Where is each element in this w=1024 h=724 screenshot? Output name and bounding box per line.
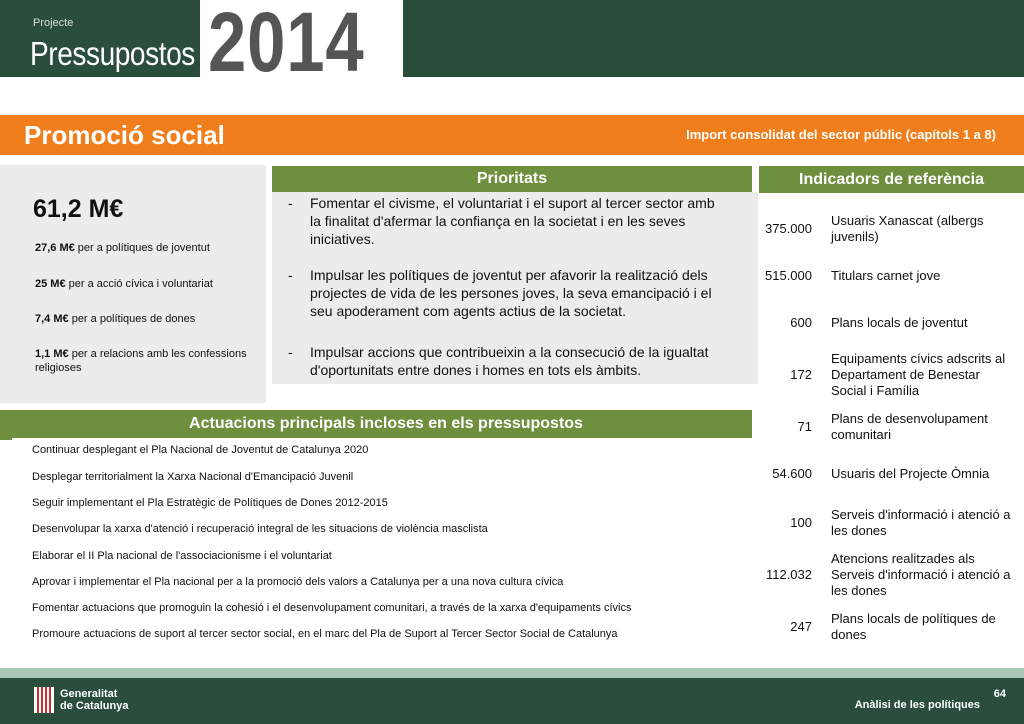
budget-total: 61,2 M€ [33,195,124,223]
indicators-heading: Indicadors de referència [759,166,1024,193]
budget-text: per a relacions amb les confessions religioses [35,348,247,374]
budget-line [35,312,250,326]
indicator-value: 375.000 [765,221,812,236]
actions-heading-accent [0,438,12,440]
priorities-heading: Prioritats [272,166,752,192]
org-line-1: Generalitat [60,688,118,700]
footer-strip [0,668,1024,678]
action-item: Promoure actuacions de suport al tercer sector social, en el marc del Pla de Suport al Tercer Sector Social de Catalunya [32,628,618,640]
header-title: Pressupostos [30,35,195,72]
priority-text: Impulsar accions que contribueixin a la consecució de la igualtat d'oportunitats entre dones i homes en tots els àmbits. [310,344,709,378]
org-line-2: de Catalunya [60,700,129,712]
priority-text: Impulsar les polítiques de joventut per afavorir la realització dels projectes de vida de les persones joves, la seva emancipació i el seu apoderament com agents actius de la societat. [310,267,712,319]
budget-line [35,241,250,255]
year-box [200,0,403,89]
indicator-label: Atencions realitzades als Serveis d'informació i atenció a les dones [831,551,1011,598]
section-title-bar [0,115,1024,155]
bullet-dash: - [288,344,293,360]
indicator-value: 100 [790,515,812,530]
indicator-label: Plans de desenvolupament comunitari [831,411,988,442]
indicator-value: 54.600 [772,466,812,481]
priorities-panel [272,192,758,384]
indicator-value: 247 [790,619,812,634]
actions-heading: Actuacions principals incloses en els pressupostos [0,410,752,438]
indicator-value: 600 [790,315,812,330]
section-subtitle: Import consolidat del sector públic (capítols 1 a 8) [686,127,996,142]
action-item: Elaborar el II Pla nacional de l'associacionisme i el voluntariat [32,550,332,562]
indicator-label: Usuaris Xanascat (albergs juvenils) [831,213,984,244]
budget-panel [0,165,266,403]
budget-line [35,347,250,375]
section-title: Promoció social [24,120,225,150]
indicator-label: Equipaments cívics adscrits al Departament de Benestar Social i Família [831,351,1006,398]
budget-line [35,277,250,291]
indicator-value: 515.000 [765,268,812,283]
bullet-dash: - [288,267,293,283]
priority-item [288,266,728,320]
indicator-value: 172 [790,367,812,382]
action-item: Seguir implementant el Pla Estratègic de Polítiques de Dones 2012-2015 [32,497,388,509]
generalitat-logo-icon [34,687,54,713]
priority-text: Fomentar el civisme, el voluntariat i el suport al tercer sector amb la finalitat d'afermar la confiança en la societat i en les seves iniciatives. [310,195,715,247]
action-item: Desplegar territorialment la Xarxa Nacional d'Emancipació Juvenil [32,471,354,483]
budget-text: per a polítiques de dones [68,313,196,325]
action-item: Continuar desplegant el Pla Nacional de Joventut de Catalunya 2020 [32,444,369,456]
indicator-value: 71 [797,419,812,434]
page-number: 64 [993,688,1006,700]
brand [0,0,200,77]
budget-amount: 25 M€ [35,278,66,290]
action-item: Desenvolupar la xarxa d'atenció i recuperació integral de les situacions de violència masclista [32,523,488,535]
indicator-label: Usuaris del Projecte Òmnia [831,466,990,481]
budget-amount: 1,1 M€ [35,348,69,360]
header-small-label: Projecte [33,17,74,29]
page-footer-label: Anàlisi de les polítiques [854,699,980,711]
action-item: Aprovar i implementar el Pla nacional per a la promoció dels valors a Catalunya per a una nova cultura cívica [32,576,564,588]
priority-item [288,194,728,248]
budget-amount: 27,6 M€ [35,242,75,254]
budget-amount: 7,4 M€ [35,313,69,325]
indicator-label: Plans locals de joventut [831,315,968,330]
action-item: Fomentar actuacions que promoguin la cohesió i el desenvolupament comunitari, a través de la xarxa d'equipaments cívics [32,602,632,614]
indicator-label: Titulars carnet jove [831,268,941,283]
budget-text: per a acció cívica i voluntariat [65,278,213,290]
indicator-label: Plans locals de polítiques de dones [831,611,996,642]
indicator-value: 112.032 [765,567,812,582]
budget-text: per a polítiques de joventut [74,242,210,254]
bullet-dash: - [288,195,293,211]
priority-item [288,343,728,379]
header-year: 2014 [208,0,365,89]
indicator-label: Serveis d'informació i atenció a les dones [831,507,1011,538]
generalitat-wordmark [60,688,128,712]
